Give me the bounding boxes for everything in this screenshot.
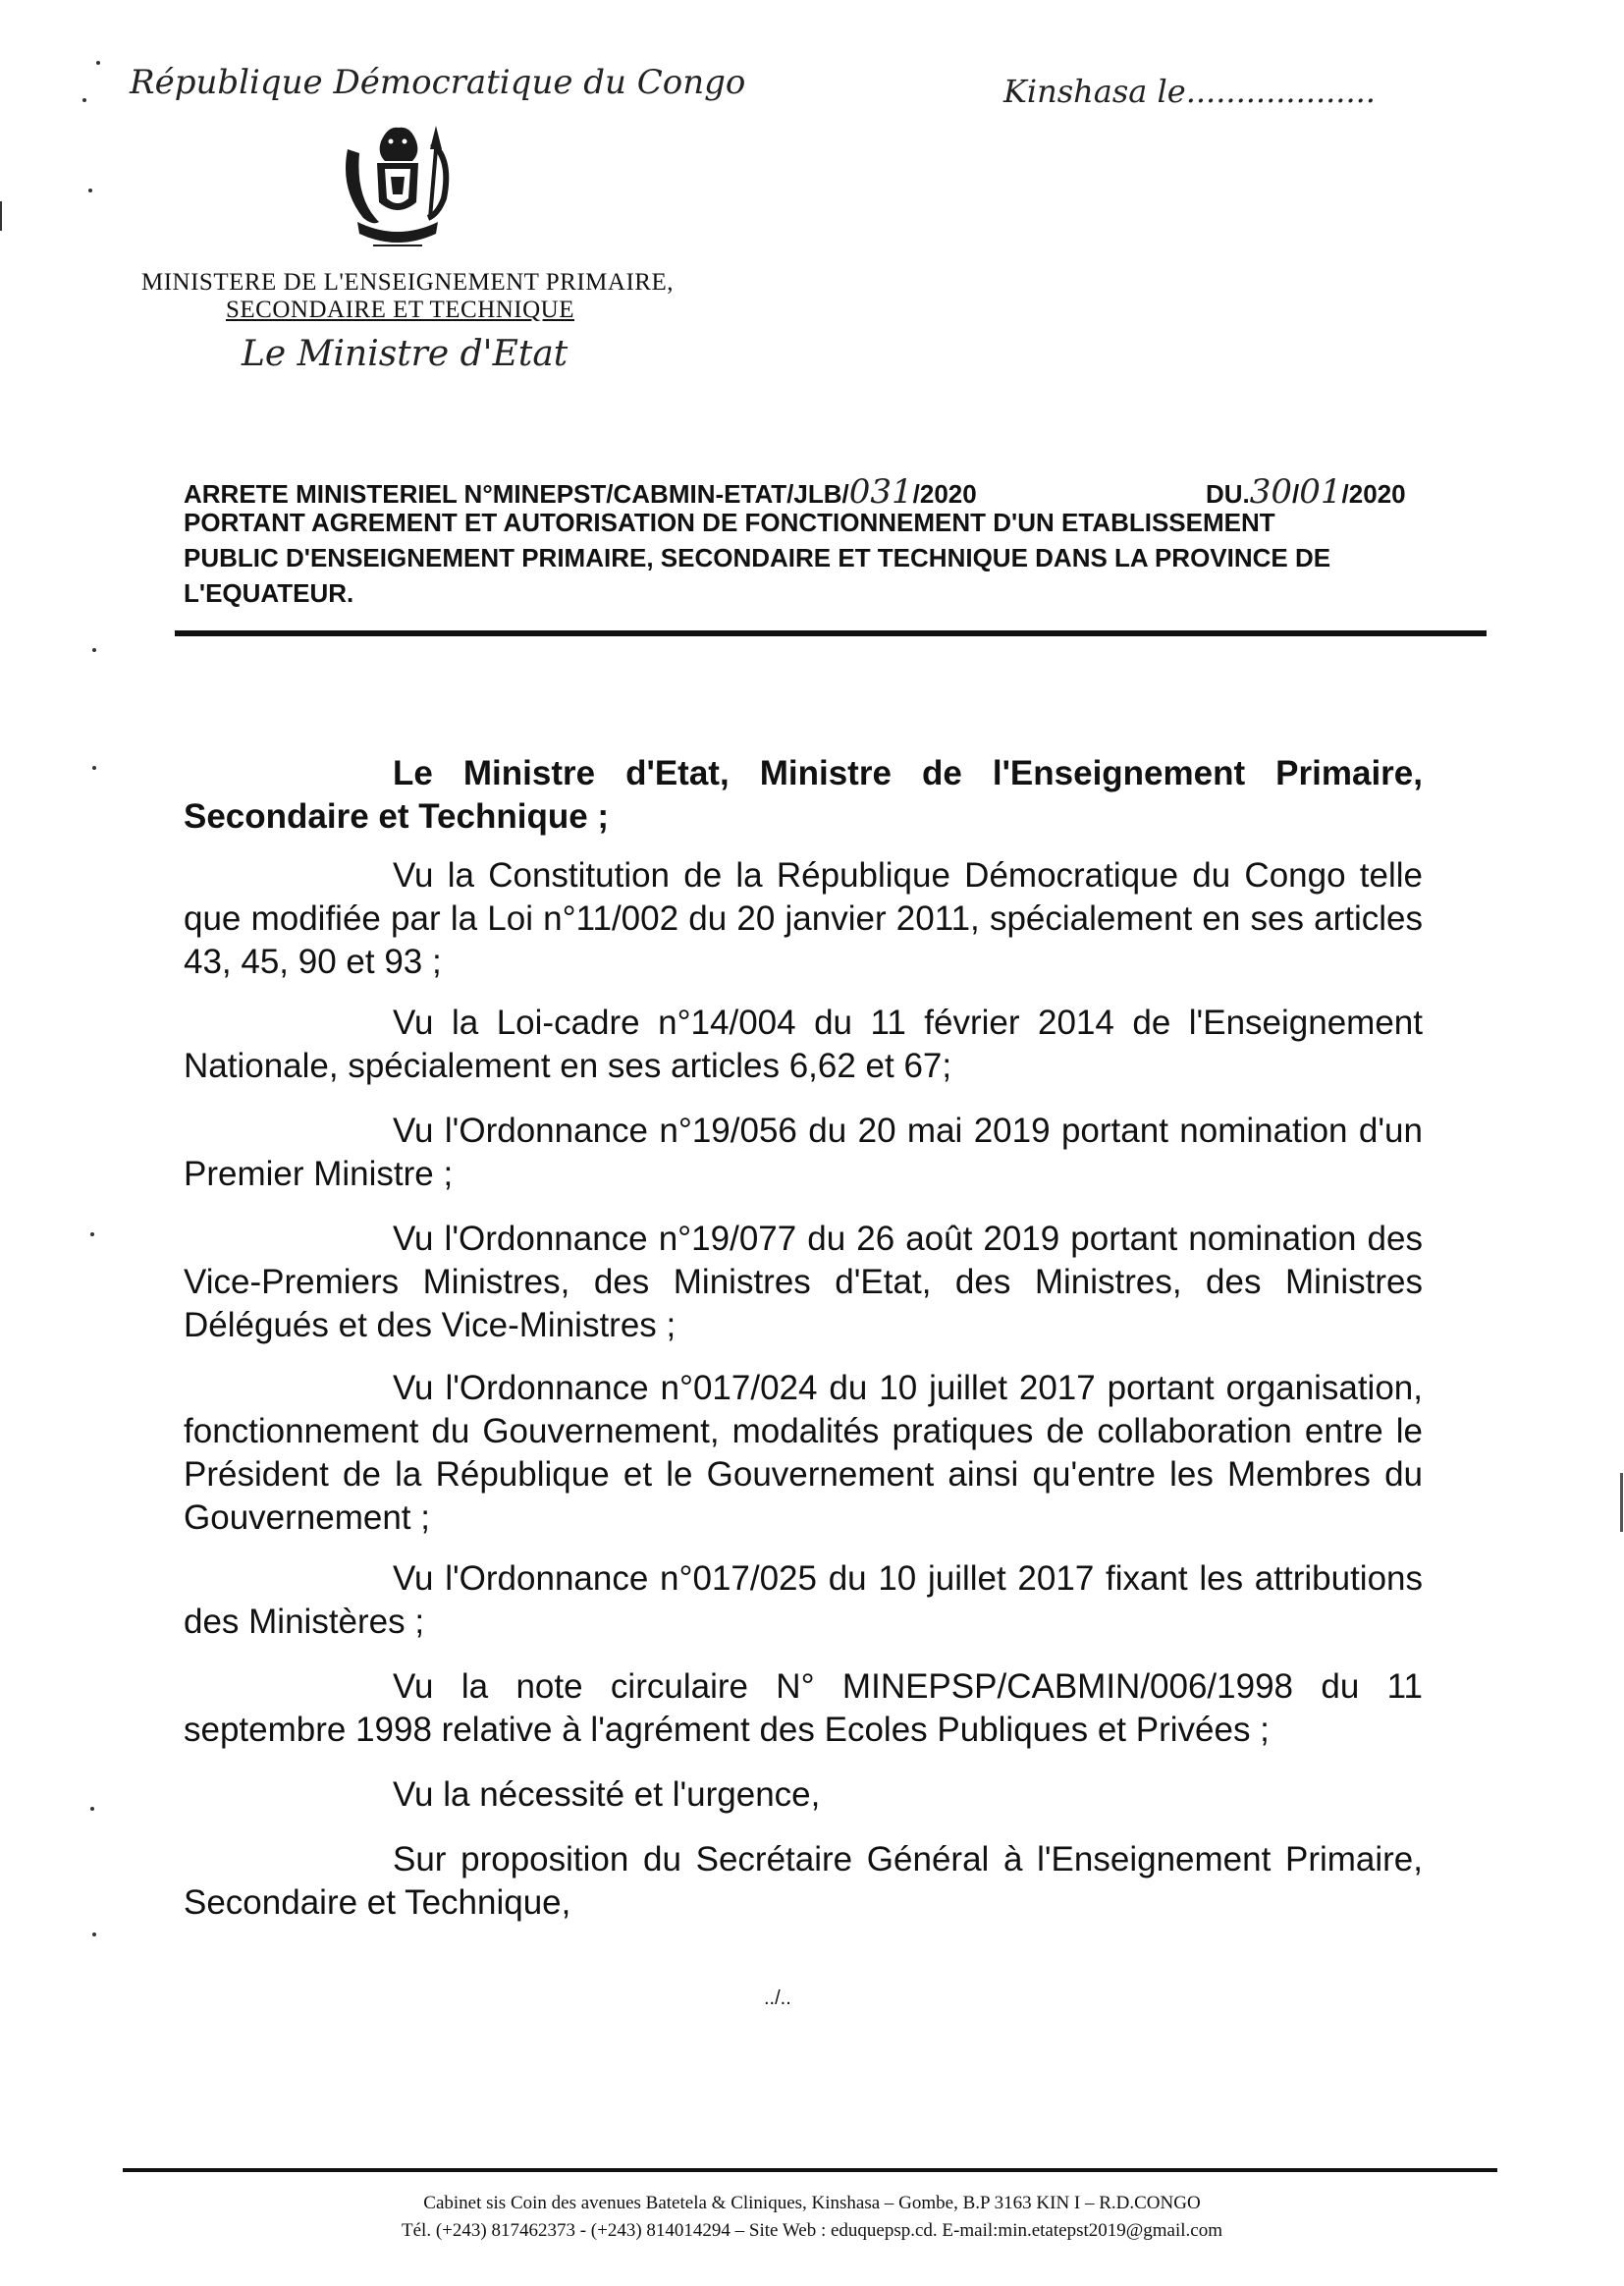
handwritten-date-day: 30 [1249,472,1293,512]
scan-speck [92,766,96,770]
scan-edge-mark [0,201,2,231]
handwritten-date-month: 01 [1299,472,1342,512]
decree-subject-line1: PORTANT AGREMENT ET AUTORISATION DE FONCTIONNEMENT D'UN ETABLISSEMENT [184,508,1275,537]
decree-number-prefix: ARRETE MINISTERIEL N°MINEPST/CABMIN-ETAT/JLB/ [184,479,849,509]
consideration-constitution: Vu la Constitution de la République Démocratique du Congo telle que modifiée par la Loi n°11/002 du 20 janvier 2011, spécialement en ses articles 43, 45, 90 et 93 ; [184,856,1423,981]
decree-date: DU.30/01/2020 [1206,472,1406,512]
scan-speck [90,1807,94,1811]
scan-edge-mark [1620,1473,1623,1532]
consideration-ordonnance-gouvernement: Vu l'Ordonnance n°017/024 du 10 juillet 2017 portant organisation, fonctionnement du Gouvernement, modalités pratiques de collaboration entre le Président de la République et le Gouvernement ainsi qu'entre les Membres du Gouvernement ; [184,1369,1423,1537]
title-divider [175,630,1487,636]
footer-contacts: Tél. (+243) 817462373 - (+243) 814014294 – Site Web : eduquepsp.cd. E-mail:min.etatepst2019@gmail.com [402,2220,1222,2241]
minister-intro: Le Ministre d'Etat, Ministre de l'Enseignement Primaire, Secondaire et Technique ; [184,754,1423,836]
place-date-line: Kinshasa le................... [1003,73,1376,110]
minister-title: Le Ministre d'Etat [242,334,568,374]
footer-address: Cabinet sis Coin des avenues Batetela & Cliniques, Kinshasa – Gombe, B.P 3163 KIN I – R.D.CONGO [423,2193,1201,2213]
decree-date-year: /2020 [1341,479,1406,509]
ministry-name-line1: MINISTERE DE L'ENSEIGNEMENT PRIMAIRE, [141,269,674,296]
page-continuation-mark: ../.. [764,1987,791,2009]
scan-speck [88,189,92,192]
consideration-urgence: Vu la nécessité et l'urgence, [393,1775,821,1814]
scan-speck [92,648,96,652]
consideration-ordonnance-premier-ministre: Vu l'Ordonnance n°19/056 du 20 mai 2019 portant nomination d'un Premier Ministre ; [184,1112,1423,1193]
scan-speck [82,98,86,102]
ministry-name-line2: SECONDAIRE ET TECHNIQUE [226,297,575,323]
decree-number-line [184,472,977,512]
handwritten-decree-number: 031 [848,472,913,512]
consideration-loi-cadre: Vu la Loi-cadre n°14/004 du 11 février 2014 de l'Enseignement Nationale, spécialement en ses articles 6,62 et 67; [184,1004,1423,1085]
consideration-note-circulaire: Vu la note circulaire N° MINEPSP/CABMIN/006/1998 du 11 septembre 1998 relative à l'agrément des Ecoles Publiques et Privées ; [184,1667,1423,1749]
decree-number-year: /2020 [912,479,977,509]
coat-of-arms-emblem [334,120,461,257]
decree-subject-line2: PUBLIC D'ENSEIGNEMENT PRIMAIRE, SECONDAIRE ET TECHNIQUE DANS LA PROVINCE DE [184,543,1331,572]
decree-date-prefix: DU. [1206,479,1250,509]
decree-subject-line3: L'EQUATEUR. [184,578,354,608]
footer-divider [123,2168,1497,2172]
consideration-proposition: Sur proposition du Secrétaire Général à l'Enseignement Primaire, Secondaire et Technique, [184,1840,1423,1922]
scan-speck [90,1232,94,1236]
consideration-ordonnance-ministres: Vu l'Ordonnance n°19/077 du 26 août 2019 portant nomination des Vice-Premiers Ministres, des Ministres d'Etat, des Ministres, des Ministres Délégués et des Vice-Ministres ; [184,1220,1423,1344]
consideration-ordonnance-attributions: Vu l'Ordonnance n°017/025 du 10 juillet 2017 fixant les attributions des Ministères ; [184,1559,1423,1641]
scan-speck [92,1932,96,1936]
scan-speck [96,61,100,65]
republic-heading: République Démocratique du Congo [130,63,746,102]
